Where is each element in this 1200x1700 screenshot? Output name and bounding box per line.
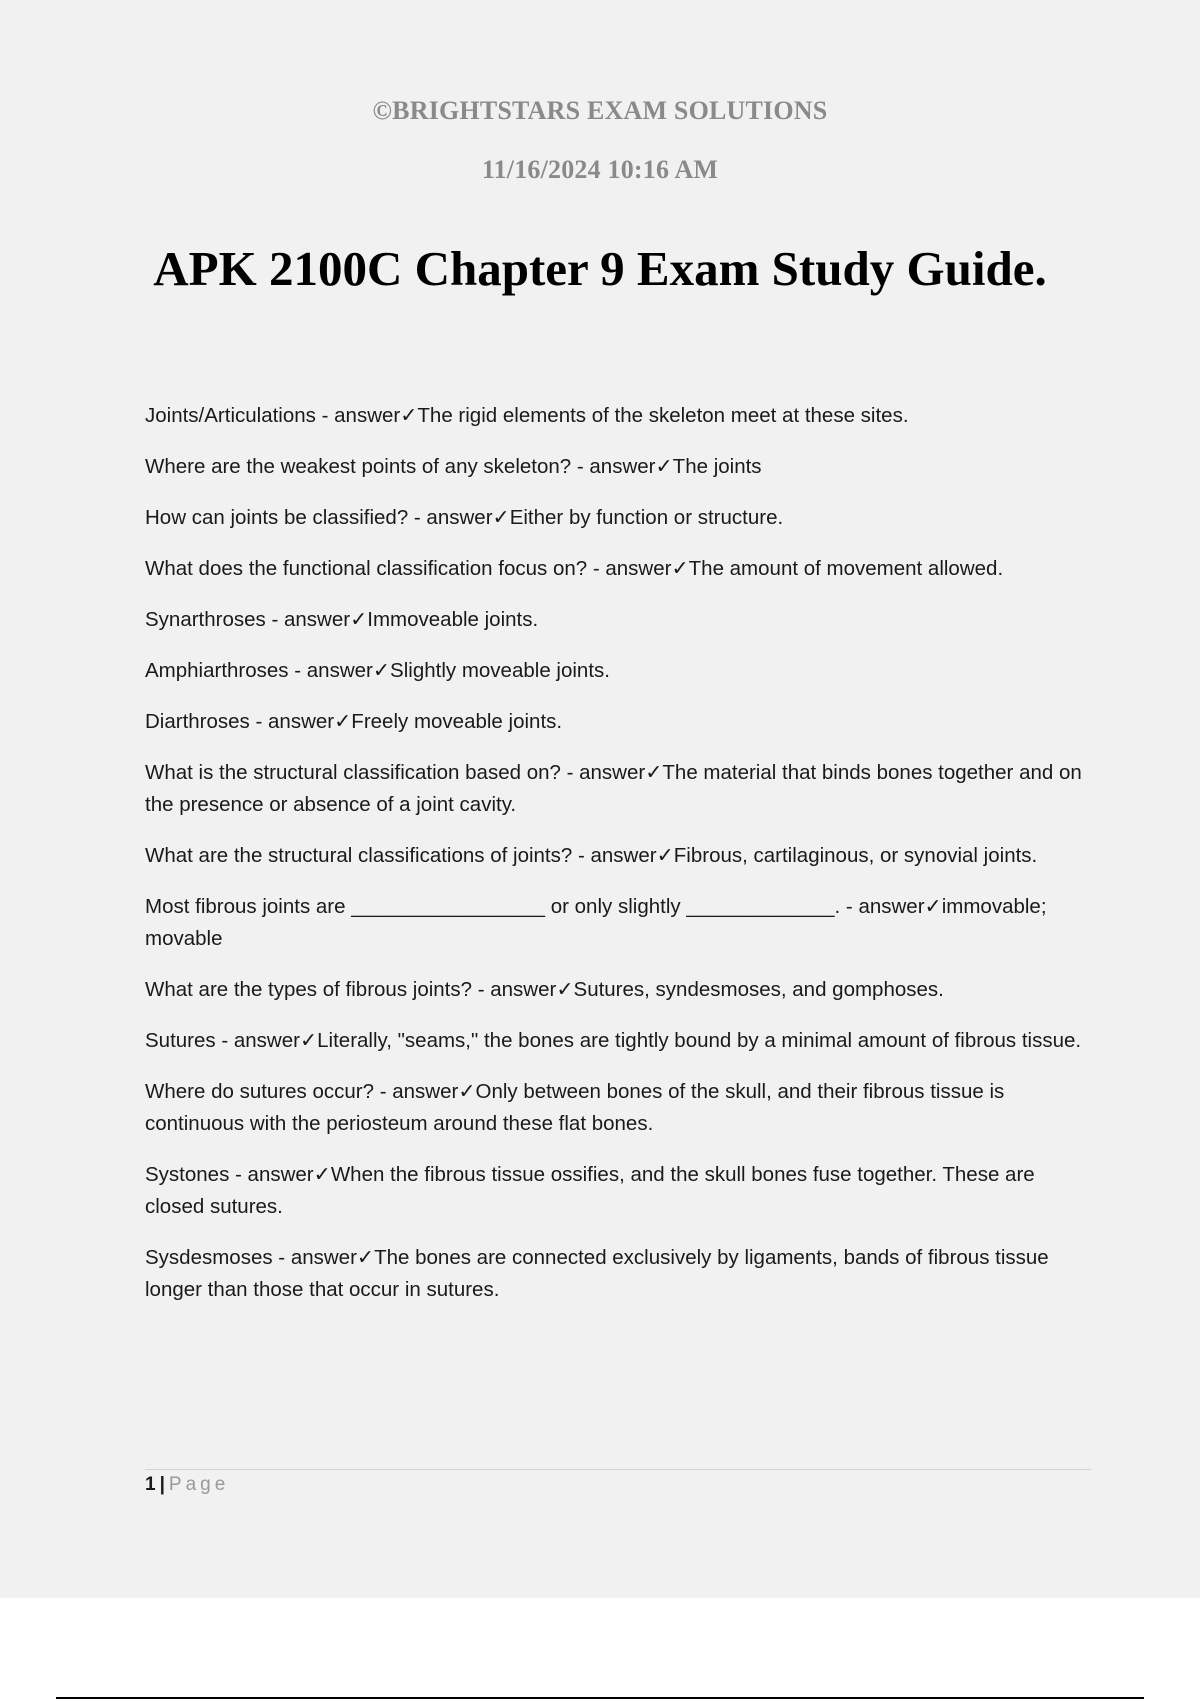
answer-text: Sutures, syndesmoses, and gomphoses. <box>573 978 944 1001</box>
question-text: How can joints be classified? <box>145 506 409 529</box>
qa-item <box>145 553 1095 585</box>
page-footer <box>145 1474 229 1496</box>
answer-text: Literally, "seams," the bones are tightly bound by a minimal amount of fibrous tissue. <box>317 1029 1082 1052</box>
answer-text: Fibrous, cartilaginous, or synovial joints. <box>673 844 1038 867</box>
question-text: What does the functional classification focus on? <box>145 557 588 580</box>
qa-list <box>145 400 1095 1325</box>
answer-checkmark-label: - answer✓ <box>408 506 510 529</box>
qa-item <box>145 1242 1095 1306</box>
question-text: Sysdesmoses <box>145 1246 273 1269</box>
question-text: Where do sutures occur? <box>145 1080 375 1103</box>
question-text: What are the types of fibrous joints? <box>145 978 473 1001</box>
question-text: Where are the weakest points of any skeleton? <box>145 455 572 478</box>
answer-text: Freely moveable joints. <box>351 710 563 733</box>
answer-checkmark-label: - answer✓ <box>315 404 418 427</box>
bottom-divider <box>56 1697 1144 1699</box>
page-label: Page <box>168 1474 230 1495</box>
answer-text: Either by function or structure. <box>509 506 784 529</box>
question-text: Sutures <box>145 1029 216 1052</box>
datetime-header: 11/16/2024 10:16 AM <box>481 155 719 184</box>
answer-text: Immoveable joints. <box>367 608 539 631</box>
answer-text: The material that binds bones together and on the presence or absence of a joint cavity. <box>145 761 1082 816</box>
qa-item <box>145 706 1095 738</box>
answer-checkmark-label: - answer✓ <box>249 710 352 733</box>
question-text: What is the structural classification based on? <box>145 761 561 784</box>
answer-checkmark-label: - answer✓ <box>374 1080 476 1103</box>
qa-item <box>145 1076 1095 1140</box>
answer-checkmark-label: - answer✓ <box>571 455 673 478</box>
question-text: What are the structural classifications of joints? <box>145 844 573 867</box>
qa-item <box>145 604 1095 636</box>
qa-item <box>145 1159 1095 1223</box>
question-text: Synarthroses <box>145 608 266 631</box>
question-text: Most fibrous joints are _________________ or only slightly _____________. <box>145 895 841 918</box>
qa-item <box>145 840 1095 872</box>
qa-item <box>145 891 1095 955</box>
answer-checkmark-label: - answer✓ <box>587 557 689 580</box>
qa-item <box>145 974 1095 1006</box>
answer-text: Only between bones of the skull, and their fibrous tissue is continuous with the periosteum around these flat bones. <box>145 1080 1005 1135</box>
answer-checkmark-label: - answer✓ <box>229 1163 331 1186</box>
qa-item <box>145 1025 1095 1057</box>
answer-checkmark-label: - answer✓ <box>840 895 942 918</box>
qa-item <box>145 400 1095 432</box>
answer-checkmark-label: - answer✓ <box>288 659 391 682</box>
footer-divider <box>145 1469 1091 1470</box>
question-text: Diarthroses <box>145 710 250 733</box>
copyright-header: ©BRIGHTSTARS EXAM SOLUTIONS <box>372 96 828 125</box>
qa-item <box>145 502 1095 534</box>
page-number: 1 <box>145 1474 156 1495</box>
question-text: Systones <box>145 1163 230 1186</box>
answer-text: The rigid elements of the skeleton meet at these sites. <box>417 404 909 427</box>
question-text: Amphiarthroses <box>145 659 289 682</box>
answer-text: The bones are connected exclusively by ligaments, bands of fibrous tissue longer than those that occur in sutures. <box>145 1246 1049 1301</box>
answer-checkmark-label: - answer✓ <box>560 761 663 784</box>
answer-checkmark-label: - answer✓ <box>272 1246 375 1269</box>
qa-item <box>145 757 1095 821</box>
answer-checkmark-label: - answer✓ <box>472 978 574 1001</box>
answer-checkmark-label: - answer✓ <box>572 844 674 867</box>
qa-item <box>145 655 1095 687</box>
answer-checkmark-label: - answer✓ <box>265 608 368 631</box>
answer-text: Slightly moveable joints. <box>390 659 610 682</box>
answer-text: immovable; movable <box>145 895 1047 950</box>
answer-text: When the fibrous tissue ossifies, and the skull bones fuse together. These are closed sutures. <box>145 1163 1035 1218</box>
question-text: Joints/Articulations <box>145 404 316 427</box>
answer-checkmark-label: - answer✓ <box>215 1029 318 1052</box>
document-title: APK 2100C Chapter 9 Exam Study Guide. <box>153 241 1047 296</box>
answer-text: The joints <box>672 455 762 478</box>
answer-text: The amount of movement allowed. <box>688 557 1004 580</box>
page-separator: | <box>159 1474 165 1495</box>
qa-item <box>145 451 1095 483</box>
